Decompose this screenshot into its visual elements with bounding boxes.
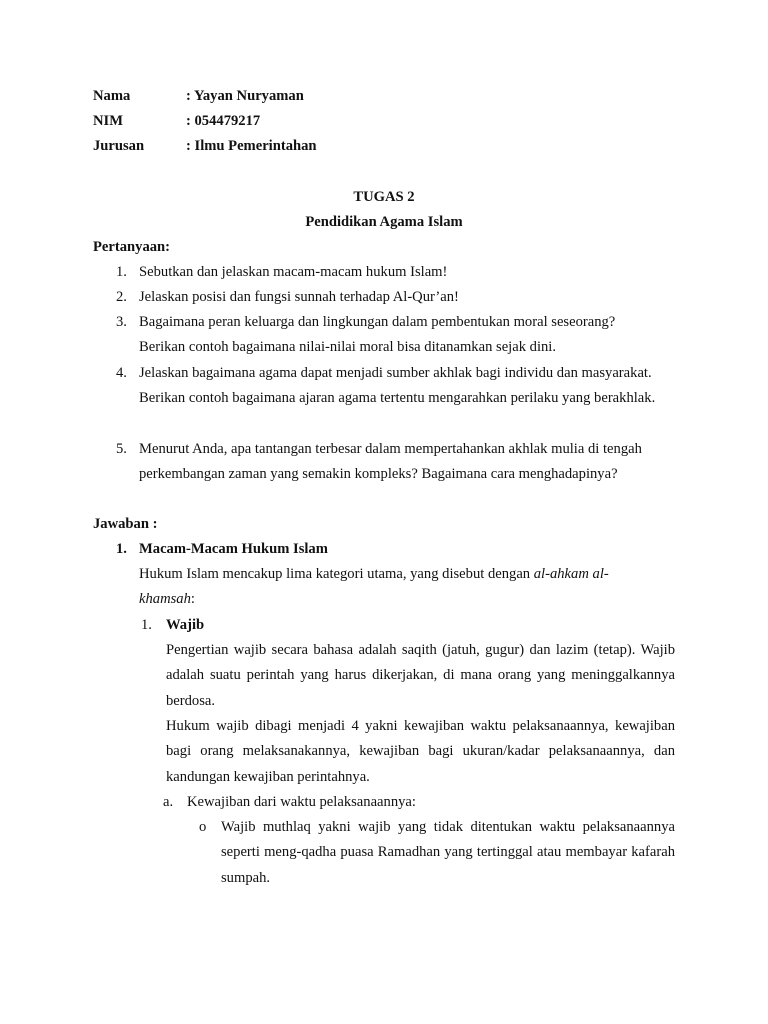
bullet-text: Wajib muthlaq yakni wajib yang tidak ditentukan waktu pelaksanaannya seperti meng-qadha puasa Ramadhan yang tertinggal atau membayar kafarah sumpah. <box>221 819 675 886</box>
question-number: 2. <box>116 289 127 305</box>
section-number: 1. <box>116 541 127 557</box>
name-label: Nama <box>93 88 131 104</box>
paragraph: Hukum wajib dibagi menjadi 4 yakni kewajiban waktu pelaksanaannya, kewajiban bagi orang melaksanakannya, kewajiban bagi ukuran/kadar pelaksanaannya, dan kandungan kewajiban perintahnya. <box>166 718 675 785</box>
section-title: Macam-Macam Hukum Islam <box>139 541 328 557</box>
question-text: Jelaskan bagaimana agama dapat menjadi sumber akhlak bagi individu dan masyarakat. Berikan contoh bagaimana ajaran agama tertentu mengarahkan perilaku yang berakhlak. <box>139 365 656 407</box>
question-number: 4. <box>116 365 127 381</box>
question-text: Bagaimana peran keluarga dan lingkungan dalam pembentukan moral seseorang? Berikan contoh bagaimana nilai-nilai moral bisa ditanamkan sejak dini. <box>139 314 616 356</box>
intro-term: al-ahkam al-khamsah <box>139 566 609 608</box>
subsection-number: 1. <box>141 617 152 633</box>
question-text: Menurut Anda, apa tantangan terbesar dalam mempertahankan akhlak mulia di tengah perkembangan zaman yang semakin kompleks? Bagaimana cara menghadapinya? <box>139 441 642 483</box>
page-title: TUGAS 2 <box>353 189 415 205</box>
major-label: Jurusan <box>93 138 145 154</box>
point-text: Kewajiban dari waktu pelaksanaannya: <box>187 794 416 810</box>
point-letter: a. <box>163 794 174 810</box>
section-intro <box>139 562 644 613</box>
name-value: : Yayan Nuryaman <box>186 88 304 104</box>
nim-value: : 054479217 <box>186 113 261 129</box>
question-number: 5. <box>116 441 127 457</box>
intro-text: Hukum Islam mencakup lima kategori utama, yang disebut dengan <box>139 566 534 582</box>
question-number: 1. <box>116 264 127 280</box>
question-number: 3. <box>116 314 127 330</box>
bullet-marker: o <box>199 819 207 835</box>
answers-heading: Jawaban : <box>93 516 158 532</box>
nim-label: NIM <box>93 113 123 129</box>
questions-heading: Pertanyaan: <box>93 239 171 255</box>
question-text: Jelaskan posisi dan fungsi sunnah terhadap Al-Qur’an! <box>139 289 459 305</box>
paragraph: Pengertian wajib secara bahasa adalah saqith (jatuh, gugur) dan lazim (tetap). Wajib adalah suatu perintah yang harus dikerjakan, di mana orang yang meninggalkannya berdosa. <box>166 642 675 709</box>
page-subtitle: Pendidikan Agama Islam <box>305 214 463 230</box>
intro-colon: : <box>190 591 195 608</box>
subsection-title: Wajib <box>166 617 205 633</box>
major-value: : Ilmu Pemerintahan <box>186 138 317 154</box>
question-text: Sebutkan dan jelaskan macam-macam hukum Islam! <box>139 264 448 280</box>
